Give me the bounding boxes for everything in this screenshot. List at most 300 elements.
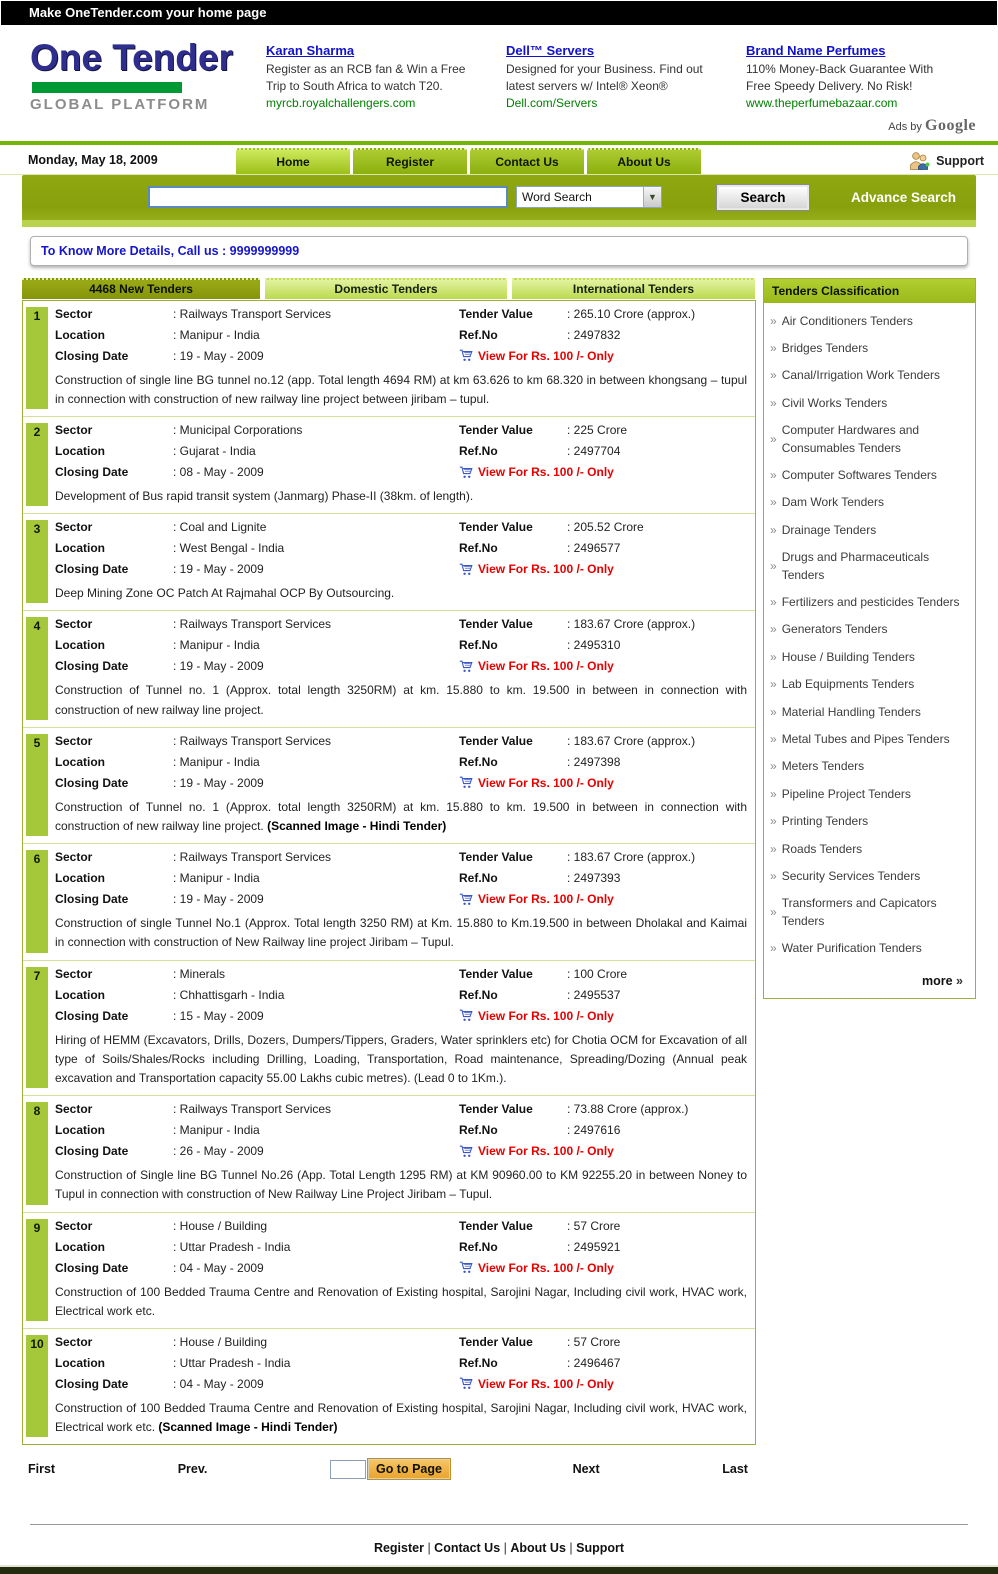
tender-details <box>55 1335 750 1437</box>
ref-no-value: : 2497704 <box>567 444 750 458</box>
tab-international-tenders[interactable]: International Tenders <box>512 278 755 299</box>
ref-no-label: Ref.No <box>459 871 498 886</box>
sector-value: : Minerals <box>173 967 459 981</box>
closing-date-label: Closing Date <box>55 1376 129 1391</box>
view-tender-link[interactable] <box>459 562 750 576</box>
closing-date-label: Closing Date <box>55 1008 129 1023</box>
location-label: Location <box>55 987 105 1002</box>
sector-value: : Municipal Corporations <box>173 423 459 437</box>
advance-search-link[interactable]: Advance Search <box>851 189 957 205</box>
first-page-link[interactable]: First <box>28 1462 56 1477</box>
more-label: more <box>921 974 953 989</box>
tab-new-tenders[interactable]: 4468 New Tenders <box>22 278 260 299</box>
view-tender-link[interactable] <box>459 349 750 363</box>
last-page-link[interactable]: Last <box>722 1462 748 1477</box>
closing-date-value: : 08 - May - 2009 <box>173 465 459 479</box>
closing-date-value: : 26 - May - 2009 <box>173 1144 459 1158</box>
tenders-classification-sidebar <box>763 278 976 1000</box>
cart-icon <box>459 1009 473 1022</box>
tender-row <box>23 843 755 959</box>
location-value: : Chhattisgarh - India <box>173 988 459 1002</box>
tender-number: 9 <box>26 1219 48 1321</box>
closing-date-value: : 19 - May - 2009 <box>173 562 459 576</box>
ad-text: 110% Money-Back Guarantee With <box>746 62 934 77</box>
view-tender-link[interactable] <box>459 1144 750 1158</box>
sector-label: Sector <box>55 966 93 981</box>
tender-description: Construction of Tunnel no. 1 (Approx. total length 3250RM) at km. 15.880 to km. 19.500 in between in connection with construction of new railway line project. (Scanned Image - Hindi Tender) <box>55 799 747 833</box>
view-price-label: View For Rs. 100 /- Only <box>478 1260 614 1275</box>
closing-date-label: Closing Date <box>55 892 129 907</box>
list-tabs <box>22 278 756 299</box>
closing-date-value: : 19 - May - 2009 <box>173 659 459 673</box>
main-navigation <box>0 145 998 175</box>
closing-date-label: Closing Date <box>55 562 129 577</box>
ad-text: Register as an RCB fan & Win a Free <box>266 62 466 77</box>
sector-value: : House / Building <box>173 1219 459 1233</box>
sidebar-item-label: Computer Hardwares and Consumables Tenders <box>781 423 920 455</box>
ref-no-label: Ref.No <box>459 987 498 1002</box>
sidebar-item[interactable] <box>769 753 972 780</box>
ad-text: Designed for your Business. Find out <box>506 62 703 77</box>
google-ads <box>266 38 978 113</box>
sector-value: : House / Building <box>173 1335 459 1349</box>
sidebar-item-label: Transformers and Capicators Tenders <box>781 896 937 928</box>
ref-no-label: Ref.No <box>459 1355 498 1370</box>
tender-value: : 205.52 Crore <box>567 520 750 534</box>
tender-details <box>55 850 750 952</box>
sidebar-list <box>764 303 975 967</box>
goto-page-button[interactable]: Go to Page <box>368 1459 450 1479</box>
tender-description: Development of Bus rapid transit system (Janmarg) Phase-II (38km. of length). <box>55 489 474 504</box>
sidebar-item-label: Civil Works Tenders <box>781 395 888 410</box>
location-value: : Gujarat - India <box>173 444 459 458</box>
view-tender-link[interactable] <box>459 1377 750 1391</box>
location-value: : Manipur - India <box>173 755 459 769</box>
sidebar-item-label: Pipeline Project Tenders <box>781 786 911 801</box>
tender-number: 5 <box>26 734 48 836</box>
location-value: : Uttar Pradesh - India <box>173 1240 459 1254</box>
ad-title-link[interactable]: Karan Sharma <box>266 43 355 58</box>
ref-no-label: Ref.No <box>459 1123 498 1138</box>
view-tender-link[interactable] <box>459 776 750 790</box>
cart-icon <box>459 660 473 673</box>
cart-icon <box>459 349 473 362</box>
tender-description: Construction of Tunnel no. 1 (Approx. total length 3250RM) at km. 15.880 to km. 19.500 in between in connection with construction of new railway line project. <box>55 683 747 717</box>
closing-date-value: : 04 - May - 2009 <box>173 1377 459 1391</box>
view-price-label: View For Rs. 100 /- Only <box>478 465 614 480</box>
sidebar-item[interactable] <box>769 616 972 643</box>
tender-details <box>55 520 750 603</box>
double-chevron-icon: » <box>770 649 777 664</box>
tender-value-label: Tender Value <box>459 1218 533 1233</box>
view-price-label: View For Rs. 100 /- Only <box>478 1144 614 1159</box>
ad-text: Free Speedy Delivery. No Risk! <box>746 78 913 93</box>
location-value: : Manipur - India <box>173 1123 459 1137</box>
tender-value: : 225 Crore <box>567 423 750 437</box>
ad-url-link[interactable]: www.theperfumebazaar.com <box>746 95 898 110</box>
tender-value-label: Tender Value <box>459 733 533 748</box>
tender-row <box>23 610 755 726</box>
tender-description: Construction of single Tunnel No.1 (Approx. Total length 3250 RM) at Km. 15.880 to Km.19.500 in between Dholakal and Kaimai in connection with construction of New Railway line project Jiribam – Tupul. <box>55 916 747 950</box>
tender-description: Hiring of HEMM (Excavators, Drills, Dozers, Dumpers/Tippers, Graders, Water sprinklers etc) for Chotia OCM for Excavation of all type of Soils/Shales/Rocks including Drilling, Loading, Transportation, Road maintenance, Spreading/Dozing (Annual peak excavation and Transportation capacity 55.00 Lakhs cubic metres). (Lead 0 to 1Km.). <box>55 1032 747 1085</box>
double-chevron-icon: » <box>770 594 777 609</box>
sector-value: : Railways Transport Services <box>173 850 459 864</box>
tender-details <box>55 617 750 719</box>
ad-text: Trip to South Africa to watch T20. <box>266 78 443 93</box>
tender-number: 6 <box>26 850 48 952</box>
tender-number: 2 <box>26 423 48 506</box>
tender-number: 7 <box>26 967 48 1089</box>
tender-value: : 73.88 Crore (approx.) <box>567 1102 750 1116</box>
ads-by-label: Ads by <box>888 120 922 133</box>
sidebar-item[interactable] <box>769 671 972 698</box>
sidebar-item-label: House / Building Tenders <box>781 649 915 664</box>
closing-date-label: Closing Date <box>55 348 129 363</box>
double-chevron-icon: » <box>770 677 777 692</box>
footer-link-register[interactable]: Register <box>373 1541 424 1556</box>
footer-separator: | <box>423 1541 435 1556</box>
tender-value: : 183.67 Crore (approx.) <box>567 617 750 631</box>
tender-list-column <box>22 278 756 1480</box>
sidebar-item[interactable] <box>769 808 972 835</box>
sidebar-item-label: Printing Tenders <box>781 814 869 829</box>
sidebar-item[interactable] <box>769 890 972 935</box>
scanned-image-note: (Scanned Image - Hindi Tender) <box>158 1420 338 1435</box>
double-chevron-icon: » <box>770 868 777 883</box>
tender-number: 3 <box>26 520 48 603</box>
sidebar-item[interactable] <box>769 836 972 863</box>
tender-row <box>23 513 755 610</box>
logo-tagline: GLOBAL PLATFORM <box>30 95 210 113</box>
location-label: Location <box>55 327 105 342</box>
nav-tabs <box>236 148 701 174</box>
prev-page-link[interactable]: Prev. <box>177 1462 208 1477</box>
location-value: : Uttar Pradesh - India <box>173 1356 459 1370</box>
sidebar-item[interactable] <box>769 781 972 808</box>
search-type-dropdown[interactable] <box>516 186 662 208</box>
double-chevron-icon: » <box>770 395 777 410</box>
tender-value: : 100 Crore <box>567 967 750 981</box>
double-chevron-icon: » <box>770 341 777 356</box>
ref-no-value: : 2497616 <box>567 1123 750 1137</box>
view-tender-link[interactable] <box>459 659 750 673</box>
google-logo: Google <box>925 116 976 134</box>
sidebar-item-label: Dam Work Tenders <box>781 495 884 510</box>
ref-no-value: : 2495310 <box>567 638 750 652</box>
ad-url-link[interactable]: Dell.com/Servers <box>506 95 598 110</box>
make-homepage-link[interactable]: Make OneTender.com your home page <box>0 0 998 26</box>
view-price-label: View For Rs. 100 /- Only <box>478 892 614 907</box>
sidebar-item[interactable] <box>769 589 972 616</box>
sidebar-item-label: Water Purification Tenders <box>781 941 922 956</box>
nav-tab-home[interactable]: Home <box>236 148 350 174</box>
closing-date-value: : 19 - May - 2009 <box>173 349 459 363</box>
tender-value: : 57 Crore <box>567 1335 750 1349</box>
location-label: Location <box>55 638 105 653</box>
cart-icon <box>459 1145 473 1158</box>
sector-label: Sector <box>55 520 93 535</box>
location-label: Location <box>55 1123 105 1138</box>
google-ad <box>506 42 738 113</box>
sidebar-item[interactable] <box>769 308 972 335</box>
header <box>0 26 998 115</box>
next-page-link[interactable]: Next <box>572 1462 600 1477</box>
sidebar-item-label: Lab Equipments Tenders <box>781 677 915 692</box>
tender-description: Deep Mining Zone OC Patch At Rajmahal OCP By Outsourcing. <box>55 586 395 601</box>
location-label: Location <box>55 444 105 459</box>
view-price-label: View For Rs. 100 /- Only <box>478 775 614 790</box>
footer-link-contact-us[interactable]: Contact Us <box>434 1541 501 1556</box>
tender-value-label: Tender Value <box>459 966 533 981</box>
sidebar-item-label: Computer Softwares Tenders <box>781 468 937 483</box>
tender-list <box>22 300 756 1446</box>
ref-no-label: Ref.No <box>459 638 498 653</box>
sidebar-item-label: Fertilizers and pesticides Tenders <box>781 594 960 609</box>
double-chevron-icon: » <box>770 522 777 537</box>
cart-icon <box>459 1377 473 1390</box>
ref-no-label: Ref.No <box>459 754 498 769</box>
sector-label: Sector <box>55 306 93 321</box>
ref-no-value: : 2497832 <box>567 328 750 342</box>
sidebar-item-label: Security Services Tenders <box>781 868 921 883</box>
closing-date-label: Closing Date <box>55 465 129 480</box>
sidebar-item[interactable] <box>769 935 972 962</box>
view-price-label: View For Rs. 100 /- Only <box>478 562 614 577</box>
google-ad <box>266 42 498 113</box>
closing-date-label: Closing Date <box>55 659 129 674</box>
sector-label: Sector <box>55 850 93 865</box>
sidebar-item[interactable] <box>769 863 972 890</box>
double-chevron-icon: » <box>770 814 777 829</box>
google-ad <box>746 42 978 113</box>
sector-value: : Railways Transport Services <box>173 1102 459 1116</box>
ads-by-google[interactable] <box>0 115 998 141</box>
current-date: Monday, May 18, 2009 <box>28 152 158 167</box>
sidebar-item-label: Bridges Tenders <box>781 341 869 356</box>
sector-label: Sector <box>55 1218 93 1233</box>
sector-value: : Railways Transport Services <box>173 307 459 321</box>
search-button[interactable]: Search <box>717 185 809 210</box>
view-tender-link[interactable] <box>459 892 750 906</box>
closing-date-label: Closing Date <box>55 1260 129 1275</box>
footer-separator: | <box>565 1541 577 1556</box>
tender-details <box>55 734 750 836</box>
sector-value: : Railways Transport Services <box>173 734 459 748</box>
ref-no-label: Ref.No <box>459 327 498 342</box>
sidebar-item[interactable] <box>769 644 972 671</box>
tender-value-label: Tender Value <box>459 1102 533 1117</box>
view-price-label: View For Rs. 100 /- Only <box>478 348 614 363</box>
nav-tab-register[interactable]: Register <box>353 148 467 174</box>
nav-tab-about-us[interactable]: About Us <box>587 148 701 174</box>
sidebar-item-label: Meters Tenders <box>781 759 865 774</box>
sidebar-item-label: Canal/Irrigation Work Tenders <box>781 368 940 383</box>
tender-value-label: Tender Value <box>459 850 533 865</box>
sidebar-item[interactable] <box>769 699 972 726</box>
ad-url-link[interactable]: myrcb.royalchallengers.com <box>266 95 416 110</box>
tab-domestic-tenders[interactable]: Domestic Tenders <box>265 278 507 299</box>
double-chevron-icon: » <box>770 841 777 856</box>
contact-notice: To Know More Details, Call us : 9999999999 <box>30 236 968 266</box>
location-value: : West Bengal - India <box>173 541 459 555</box>
tender-description: Construction of 100 Bedded Trauma Centre and Renovation of Existing hospital, Sarojini Nagar, Including civil work, HVAC work, Electrical work etc. (Scanned Image - Hindi Tender) <box>55 1400 747 1435</box>
scanned-image-note: (Scanned Image - Hindi Tender) <box>267 819 447 833</box>
double-chevron-icon: » <box>770 495 777 510</box>
sidebar-item-label: Roads Tenders <box>781 841 863 856</box>
nav-tab-contact-us[interactable]: Contact Us <box>470 148 584 174</box>
double-chevron-icon: » <box>770 759 777 774</box>
tender-value: : 183.67 Crore (approx.) <box>567 734 750 748</box>
footer-bar <box>0 1565 998 1574</box>
sidebar-item-label: Metal Tubes and Pipes Tenders <box>781 731 950 746</box>
ref-no-label: Ref.No <box>459 1239 498 1254</box>
cart-icon <box>459 563 473 576</box>
logo[interactable] <box>30 38 266 113</box>
sidebar-item-label: Air Conditioners Tenders <box>781 313 913 328</box>
tender-description: Construction of Single line BG Tunnel No.26 (App. Total Length 1295 RM) at KM 90960.00 to KM 92255.20 in between Noney to Tupul in connection with construction of New Railway Line Project Jiribam – Tupul. <box>55 1168 747 1202</box>
double-chevron-icon: » <box>770 468 777 483</box>
search-type-value: Word Search <box>522 190 592 205</box>
double-chevron-icon: » <box>770 704 777 719</box>
footer-link-support[interactable]: Support <box>576 1541 625 1556</box>
sector-value: : Coal and Lignite <box>173 520 459 534</box>
closing-date-value: : 19 - May - 2009 <box>173 892 459 906</box>
tender-details <box>55 423 750 506</box>
double-chevron-icon: » <box>770 431 777 446</box>
tender-row <box>23 1212 755 1328</box>
logo-title: One Tender <box>30 37 233 78</box>
sidebar-item[interactable] <box>769 390 972 417</box>
tender-number: 4 <box>26 617 48 719</box>
view-tender-link[interactable] <box>459 1009 750 1023</box>
pagination <box>28 1459 748 1479</box>
closing-date-value: : 19 - May - 2009 <box>173 776 459 790</box>
cart-icon <box>459 776 473 789</box>
location-value: : Manipur - India <box>173 871 459 885</box>
sidebar-item[interactable] <box>769 489 972 516</box>
tender-description: Construction of 100 Bedded Trauma Centre and Renovation of Existing hospital, Sarojini Nagar, Including civil work, HVAC work, Electrical work etc. <box>55 1284 747 1318</box>
tender-row <box>23 1095 755 1211</box>
tender-value: : 57 Crore <box>567 1219 750 1233</box>
tender-value-label: Tender Value <box>459 520 533 535</box>
double-chevron-icon: » <box>770 904 777 919</box>
more-link[interactable] <box>764 966 975 998</box>
ref-no-value: : 2496577 <box>567 541 750 555</box>
sidebar-item[interactable] <box>769 335 972 362</box>
search-input[interactable] <box>148 186 508 208</box>
location-label: Location <box>55 1355 105 1370</box>
sidebar-item[interactable] <box>769 544 972 589</box>
sector-label: Sector <box>55 617 93 632</box>
footer-separator: | <box>500 1541 511 1556</box>
view-price-label: View For Rs. 100 /- Only <box>478 1008 614 1023</box>
sector-label: Sector <box>55 423 93 438</box>
tender-details <box>55 307 750 409</box>
tender-row <box>23 960 755 1096</box>
sidebar-item[interactable] <box>769 726 972 753</box>
closing-date-value: : 04 - May - 2009 <box>173 1261 459 1275</box>
ref-no-value: : 2495921 <box>567 1240 750 1254</box>
footer-links <box>0 1525 998 1565</box>
search-bar <box>22 175 976 220</box>
view-price-label: View For Rs. 100 /- Only <box>478 659 614 674</box>
tender-details <box>55 967 750 1089</box>
support-link[interactable] <box>907 151 998 174</box>
tender-value: : 183.67 Crore (approx.) <box>567 850 750 864</box>
tender-number: 8 <box>26 1102 48 1204</box>
chevron-down-icon: ▼ <box>643 187 661 207</box>
tender-row <box>23 727 755 843</box>
tender-row <box>23 301 755 416</box>
double-chevron-icon: » <box>770 368 777 383</box>
tender-value-label: Tender Value <box>459 423 533 438</box>
closing-date-label: Closing Date <box>55 1144 129 1159</box>
footer-link-about-us[interactable]: About Us <box>510 1541 566 1556</box>
view-price-label: View For Rs. 100 /- Only <box>478 1376 614 1391</box>
double-chevron-icon: » <box>770 313 777 328</box>
sidebar-item[interactable] <box>769 517 972 544</box>
sidebar-item-label: Generators Tenders <box>781 622 888 637</box>
closing-date-value: : 15 - May - 2009 <box>173 1009 459 1023</box>
location-label: Location <box>55 871 105 886</box>
content <box>0 278 998 1480</box>
ref-no-value: : 2496467 <box>567 1356 750 1370</box>
tender-row <box>23 416 755 513</box>
ref-no-value: : 2497398 <box>567 755 750 769</box>
sidebar-item[interactable] <box>769 462 972 489</box>
tender-value: : 265.10 Crore (approx.) <box>567 307 750 321</box>
double-chevron-icon: » <box>770 941 777 956</box>
sidebar-item-label: Material Handling Tenders <box>781 704 921 719</box>
support-people-icon <box>907 151 931 171</box>
light-green-strip <box>22 220 976 227</box>
view-tender-link[interactable] <box>459 465 750 479</box>
location-label: Location <box>55 1239 105 1254</box>
tender-value-label: Tender Value <box>459 617 533 632</box>
sidebar-item-label: Drainage Tenders <box>781 522 877 537</box>
sidebar-title: Tenders Classification <box>764 279 975 303</box>
location-value: : Manipur - India <box>173 638 459 652</box>
ref-no-label: Ref.No <box>459 444 498 459</box>
view-tender-link[interactable] <box>459 1261 750 1275</box>
cart-icon <box>459 1261 473 1274</box>
closing-date-label: Closing Date <box>55 775 129 790</box>
ad-title-link[interactable]: Brand Name Perfumes <box>746 43 886 58</box>
ref-no-label: Ref.No <box>459 541 498 556</box>
tender-number: 10 <box>26 1335 48 1437</box>
ad-text: latest servers w/ Intel® Xeon® <box>506 78 668 93</box>
goto-page-input[interactable] <box>330 1460 366 1479</box>
tender-details <box>55 1219 750 1321</box>
cart-icon <box>459 466 473 479</box>
sidebar-item[interactable] <box>769 417 972 462</box>
tender-value-label: Tender Value <box>459 306 533 321</box>
tender-description: Construction of single line BG tunnel no.12 (app. Total length 4694 RM) at km 63.626 to km 68.320 in between khongsang – tupul in connection with construction of new railway line project between jiribam – tupul. <box>55 372 747 406</box>
sector-label: Sector <box>55 1334 93 1349</box>
double-chevron-icon: » <box>956 974 963 989</box>
ref-no-value: : 2495537 <box>567 988 750 1002</box>
sidebar-item[interactable] <box>769 362 972 389</box>
sidebar-item-label: Drugs and Pharmaceuticals Tenders <box>781 550 930 582</box>
tender-row <box>23 1328 755 1444</box>
double-chevron-icon: » <box>770 622 777 637</box>
tender-number: 1 <box>26 307 48 409</box>
support-label: Support <box>936 153 984 168</box>
ad-title-link[interactable]: Dell™ Servers <box>506 43 595 58</box>
double-chevron-icon: » <box>770 786 777 801</box>
ref-no-value: : 2497393 <box>567 871 750 885</box>
location-label: Location <box>55 754 105 769</box>
